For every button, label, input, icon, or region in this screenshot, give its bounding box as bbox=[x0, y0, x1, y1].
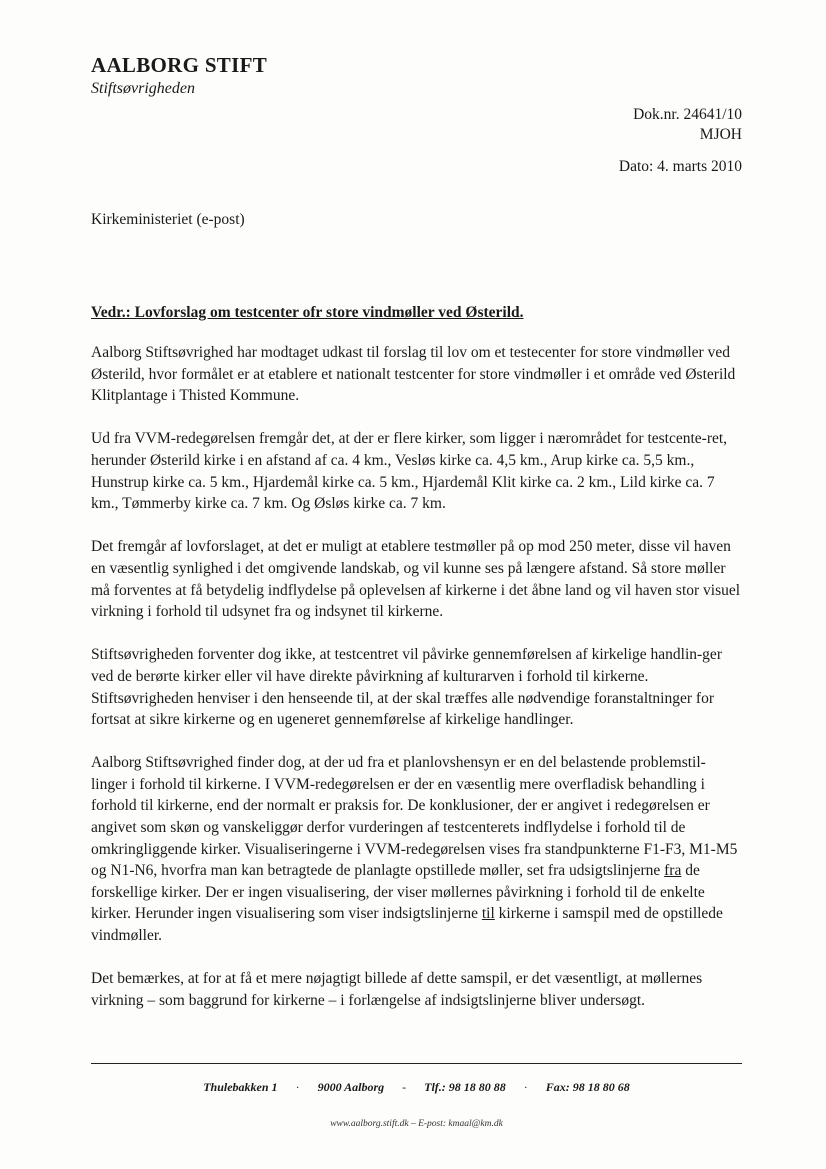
letter-body bbox=[91, 342, 741, 1033]
initials: MJOH bbox=[699, 126, 742, 143]
footer-separator: - bbox=[402, 1080, 407, 1094]
doc-number: Dok.nr. 24641/10 bbox=[633, 106, 742, 123]
paragraph-5 bbox=[91, 752, 741, 946]
footer-fax: Fax: 98 18 80 68 bbox=[545, 1080, 630, 1094]
footer-divider bbox=[91, 1063, 742, 1064]
document-reference bbox=[633, 105, 742, 145]
paragraph-5-part-3: kirkerne i samspil med de opstillede vindmøller. bbox=[91, 905, 723, 945]
footer-contact bbox=[91, 1080, 742, 1095]
paragraph-3: Det fremgår af lovforslaget, at det er muligt at etablere testmøller på op mod 250 meter, disse vil haven en væsentlig synlighed i det omgivende landskab, og vil kunne ses på længere afstand. Så store møller må forventes at få betydelig indflydelse på oplevelsen af kirkerne i det åbne land og vil haven stor visuel virkning i forhold til udsynet fra og indsynet til kirkerne. bbox=[91, 538, 741, 621]
paragraph-6: Det bemærkes, at for at få et mere nøjagtigt billede af dette samspil, er det væsentligt, at møllernes virkning – som baggrund for kirkerne – i forlængelse af indsigtslinjerne bliver undersøgt. bbox=[91, 970, 703, 1009]
footer-phone: Tlf.: 98 18 80 88 bbox=[424, 1080, 506, 1094]
paragraph-4: Stiftsøvrigheden forventer dog ikke, at testcentret vil påvirke gennemførelsen af kirkelige handlin-ger ved de berørte kirker eller vil have direkte påvirkning af kulturarven i forhold til kirkerne. Stiftsøvrigheden henviser i den henseende til, at der skal træffes alle nødvendige foranstaltninger for fortsat at sikre kirkerne og en ugeneret gennemførelse af kirkelige handlinger. bbox=[91, 646, 722, 729]
footer-web-email: www.aalborg.stift.dk – E-post: kmaal@km.dk bbox=[330, 1119, 503, 1129]
footer-address: Thulebakken 1 bbox=[203, 1080, 278, 1094]
subject-line: Vedr.: Lovforslag om testcenter ofr store vindmøller ved Østerild. bbox=[91, 304, 524, 321]
footer-separator: · bbox=[295, 1080, 300, 1094]
underlined-word-fra: fra bbox=[664, 862, 682, 880]
paragraph-5-part-2: de forskellige kirker. Der er ingen visualisering, der viser møllernes påvirkning i forhold til de enkelte kirker. Herunder ingen visualisering som viser indsigtslinjerne bbox=[91, 862, 705, 923]
department-name: Stiftsøvrigheden bbox=[91, 80, 195, 97]
paragraph-1: Aalborg Stiftsøvrighed har modtaget udkast til forslag til lov om et testecenter for store vindmøller ved Østerild, hvor formålet er at etablere et nationalt testcenter for store vindmøller i et område ved Østerild Klitplantage i Thisted Kommune. bbox=[91, 344, 736, 405]
footer-separator: · bbox=[523, 1080, 528, 1094]
document-date: Dato: 4. marts 2010 bbox=[618, 158, 742, 175]
organization-name: AALBORG STIFT bbox=[91, 53, 268, 77]
paragraph-2: Ud fra VVM-redegørelsen fremgår det, at der er flere kirker, som ligger i nærområdet for testcente-ret, herunder Østerild kirke i en afstand af ca. 4 km., Vesløs kirke ca. 4,5 km., Arup kirke ca. 5,5 km., Hunstrup kirke ca. 5 km., Hjardemål kirke ca. 5 km., Hjardemål Klit kirke ca. 2 km., Lild kirke ca. 7 km., Tømmerby kirke ca. 7 km. Og Øsløs kirke ca. 7 km. bbox=[91, 430, 728, 513]
underlined-word-til: til bbox=[481, 905, 495, 923]
footer-city: 9000 Aalborg bbox=[317, 1080, 385, 1094]
recipient: Kirkeministeriet (e-post) bbox=[91, 211, 245, 228]
paragraph-5-part-1: Aalborg Stiftsøvrighed finder dog, at der ud fra et planlovshensyn er en del belastende problemstil-linger i forhold til kirkerne. I VVM-redegørelsen er der en væsentlig mere overfladisk behandling i forhold til kirkerne, end der normalt er praksis for. De konklusioner, der er angivet i redegørelsen er angivet som skøn og vanskeliggør derfor vurderingen af testcenterets indflydelse i forhold til de omkringliggende kirker. Visualiseringerne i VVM-redegørelsen vises fra standpunkterne F1-F3, M1-M5 og N1-N6, hvorfra man kan betragtede de planlagte opstillede møller, set fra udsigtslinjerne bbox=[91, 754, 738, 880]
